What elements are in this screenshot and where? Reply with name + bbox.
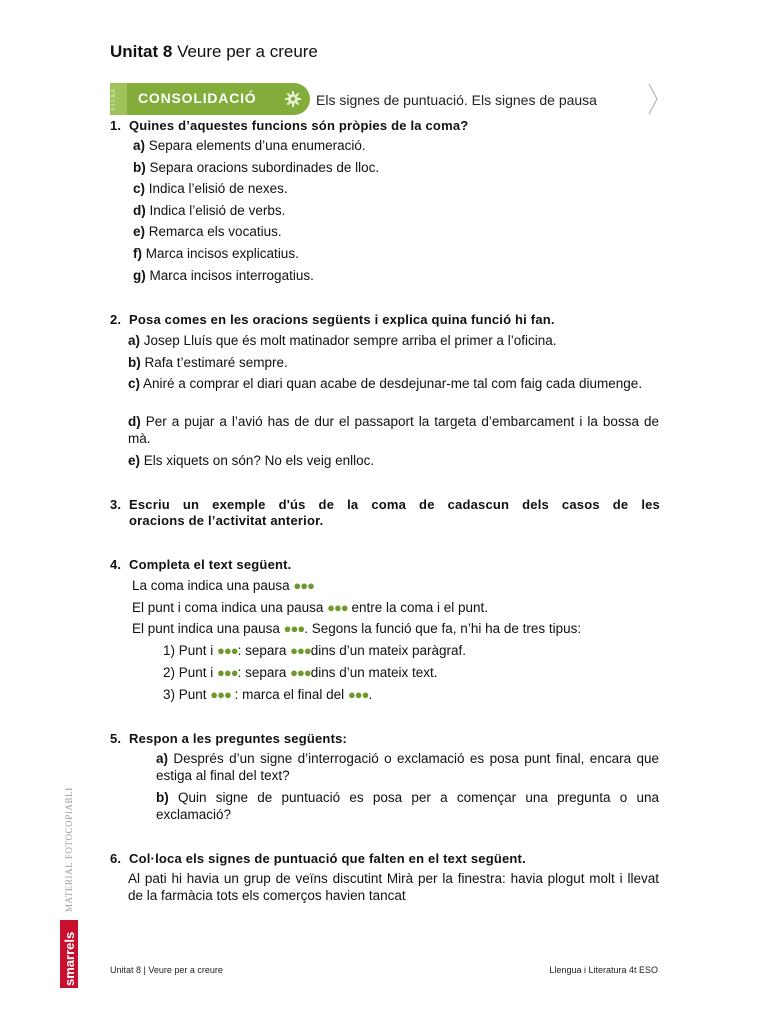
blank-dots: ●●● — [293, 578, 314, 593]
fill-line: 3) Punt ●●● : marca el final del ●●●. — [163, 687, 373, 702]
list-item: a) Separa elements d’una enumeració. — [133, 138, 366, 153]
question-1: 1. Quines d’aquestes funcions són pròpies de la coma? — [110, 118, 469, 133]
blank-dots: ●●● — [290, 665, 311, 680]
fitxa-tag: FITXA — [111, 88, 117, 111]
list-item: e) Els xiquets on són? No els veig enlloc. — [128, 453, 375, 468]
list-item: b) Separa oracions subordinades de lloc. — [133, 160, 380, 175]
fill-line: 2) Punt i ●●●: separa ●●●dins d’un mateix text. — [163, 665, 438, 680]
exercise-text: Al pati hi havia un grup de veïns discutint Mirà per la finestra: havia plogut molt i llevat de la farmàcia tots els comerços havien tancat — [128, 871, 659, 903]
list-item: d) Indica l’elisió de verbs. — [133, 203, 286, 218]
list-item: b) Quin signe de puntuació es posa per a començar una pregunta o una exclamació? — [156, 790, 659, 822]
question-6: 6. Col·loca els signes de puntuació que falten en el text següent. — [110, 851, 526, 866]
section-banner — [110, 83, 658, 115]
blank-dots: ●●● — [210, 687, 231, 702]
question-3: 3. Escriu un exemple d'ús de la coma de cadascun dels casos de les oracions de l’activitat anterior. — [110, 497, 660, 528]
blank-dots: ●●● — [217, 643, 238, 658]
banner-label: CONSOLIDACIÓ — [138, 90, 257, 106]
question-5: 5. Respon a les preguntes següents: — [110, 731, 348, 746]
question-2: 2. Posa comes en les oracions següents i explica quina funció hi fan. — [110, 312, 555, 327]
list-item: c) Aniré a comprar el diari quan acabe de desdejunar-me tal com faig cada diumenge. — [128, 376, 643, 391]
blank-dots: ●●● — [327, 600, 348, 615]
brand-logo: smarrels — [62, 931, 77, 986]
gear-icon — [284, 90, 302, 108]
blank-dots: ●●● — [347, 687, 369, 702]
footer-right: Llengua i Literatura 4t ESO — [549, 965, 658, 975]
blank-dots: ●●● — [217, 665, 238, 680]
banner-subtitle: Els signes de puntuació. Els signes de pausa — [316, 92, 597, 108]
footer-left: Unitat 8 | Veure per a creure — [110, 965, 223, 975]
list-item: g) Marca incisos interrogatius. — [133, 268, 314, 283]
list-item: c) Indica l’elisió de nexes. — [133, 181, 288, 196]
material-label: MATERIAL FOTOCOPIABLE — [64, 788, 74, 912]
fill-line: 1) Punt i ●●●: separa ●●●dins d’un mateix paràgraf. — [163, 643, 467, 658]
list-item: d) Per a pujar a l’avió has de dur el passaport la targeta d’embarcament i la bossa de mà. — [128, 414, 659, 446]
list-item: a) Després d’un signe d’interrogació o exclamació es posa punt final, encara que estiga al final del text? — [156, 751, 659, 783]
list-item: a) Josep Lluís que és molt matinador sempre arriba el primer a l’oficina. — [128, 333, 557, 348]
question-4: 4. Completa el text següent. — [110, 557, 292, 572]
list-item: b) Rafa t’estimaré sempre. — [128, 355, 288, 370]
publisher-sidebar — [60, 788, 80, 988]
list-item: f) Marca incisos explicatius. — [133, 246, 299, 261]
fill-line: El punt i coma indica una pausa ●●● entre la coma i el punt. — [132, 600, 489, 615]
chevron-right-icon — [648, 83, 660, 115]
banner-icon-holder — [278, 83, 310, 115]
list-item: e) Remarca els vocatius. — [133, 224, 282, 239]
fill-line: El punt indica una pausa ●●●. Segons la funció que fa, n’hi ha de tres tipus: — [132, 621, 582, 636]
blank-dots: ●●● — [283, 621, 305, 636]
blank-dots: ●●● — [290, 643, 311, 658]
fill-line: La coma indica una pausa ●●● — [132, 578, 314, 593]
page-title: Unitat 8 Veure per a creure — [110, 42, 318, 61]
